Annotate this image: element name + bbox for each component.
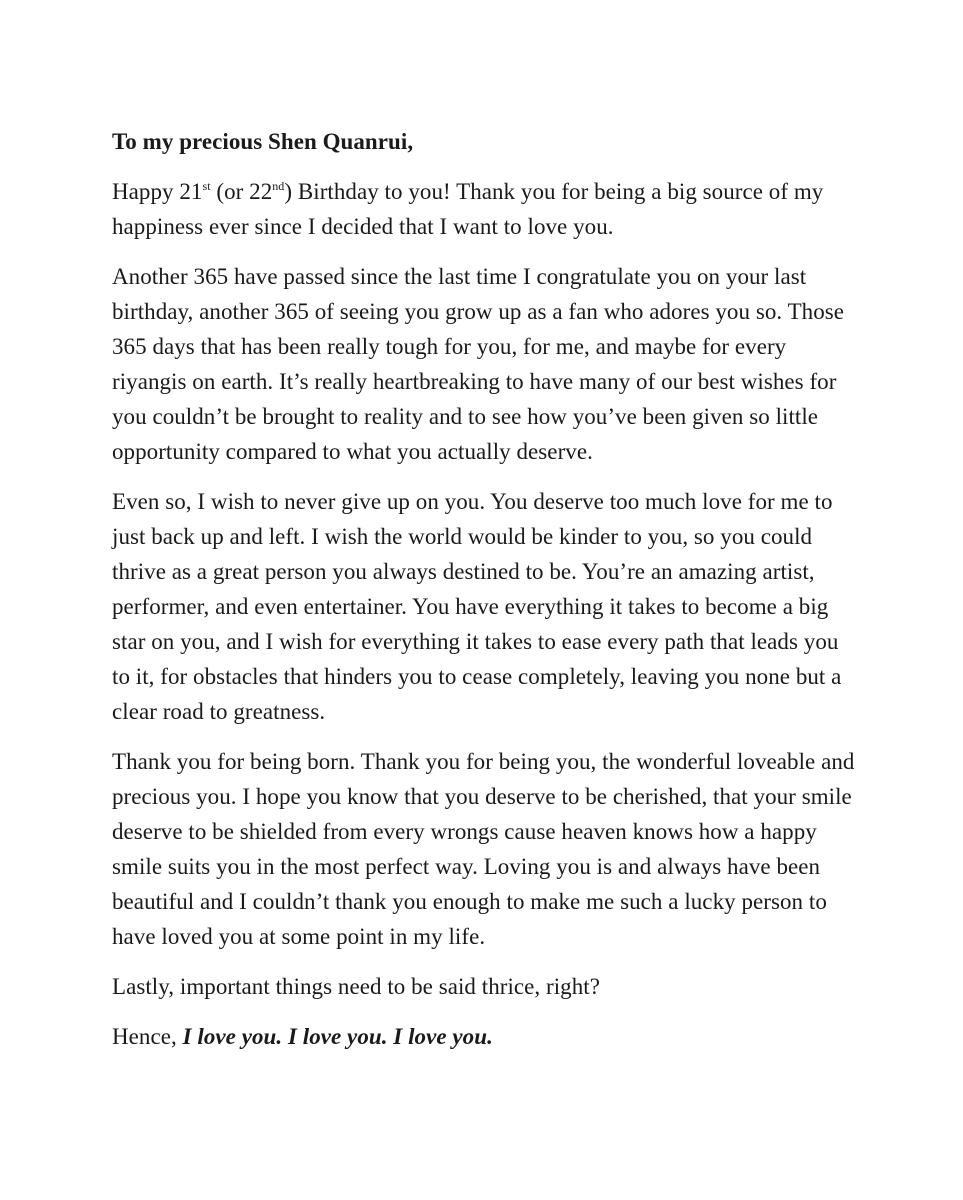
salutation: To my precious Shen Quanrui, [112,129,414,154]
paragraph-lastly: Lastly, important things need to be said thrice, right? [112,974,600,999]
paragraph-thank-you: Thank you for being born. Thank you for being you, the wonderful loveable and precious you. I hope you know that you deserve to be cherished, that your smile deserve to be shielded from every wrongs cause heaven knows how a happy smile suits you in the most perfect way. Loving you is and always have been beautiful and I couldn’t thank you enough to make me such a lucky person to have loved you at some point in my life. [112,749,855,949]
paragraph-even-so: Even so, I wish to never give up on you. You deserve too much love for me to just back up and left. I wish the world would be kinder to you, so you could thrive as a great person you always destined to be. You’re an amazing artist, performer, and even entertainer. You have everything it takes to become a big star on you, and I wish for everything it takes to ease every path that leads you to it, for obstacles that hinders you to cease completely, leaving you none but a clear road to greatness. [112,489,842,724]
birthday-text-part3: ) Birthday to you! Thank you for being a big source of my happiness ever since I decided that I want to love you. [112,179,824,239]
birthday-text-part2: (or 22 [210,179,273,204]
ordinal-superscript-nd: nd [272,179,285,193]
closing-emphasis: I love you. I love you. I love you. [182,1024,493,1049]
ordinal-superscript-st: st [202,179,211,193]
letter-body [112,124,857,1069]
paragraph-birthday-wish [112,174,857,244]
birthday-text-part1: Happy 21 [112,179,203,204]
closing-line [112,1019,857,1054]
closing-lead: Hence, [112,1024,183,1049]
paragraph-another-365: Another 365 have passed since the last time I congratulate you on your last birthday, another 365 of seeing you grow up as a fan who adores you so. Those 365 days that has been really tough for you, for me, and maybe for every riyangis on earth. It’s really heartbreaking to have many of our best wishes for you couldn’t be brought to reality and to see how you’ve been given so little opportunity compared to what you actually deserve. [112,264,845,464]
